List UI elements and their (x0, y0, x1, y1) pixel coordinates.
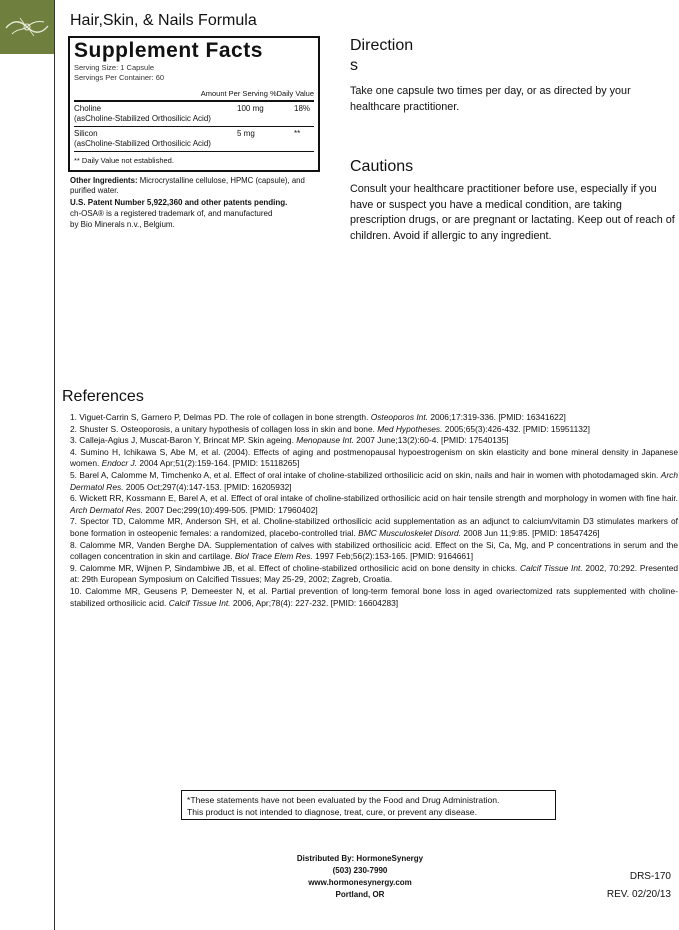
supplement-facts-heading: Supplement Facts (74, 39, 263, 62)
reference-item: 9. Calomme MR, Wijnen P, Sindambiwe JB, et al. Effect of choline-stabilized orthosilicic acid on bone density in chicks. Calcif Tissue Int. 2002, 70:292. Presented at: 29th European Symposium on Calcified Tissues; May 25-29, 2002; Zagreb, Croatia. (70, 562, 679, 585)
reference-item: 5. Barel A, Calomme M, Timchenko A, et al. Effect of oral intake of choline-stabilized orthosilicic acid on skin, nails and hair in women with photodamaged skin. Arch Dermatol Res. 2005 Oct;297(4):147-153. [PMID: 16205932] (70, 469, 678, 492)
reference-item: 10. Calomme MR, Geusens P, Demeester N, et al. Partial prevention of long-term femoral bone loss in aged ovariectomized rats supplemented with choline-stabilized orthosilicic acid. Calcif Tissue Int. 2006, Apr;78(4): 227-232. [PMID: 16604283] (70, 585, 678, 608)
other-ingredients-label: Other Ingredients: (70, 176, 138, 185)
reference-item: 8. Calomme MR, Vanden Berghe DA. Supplementation of calves with stabilized orthosilicic acid. Effect on the Si, Ca, Mg, and P concentrations in serum and the collagen concentration in skin and cartilage. Biol Trace Elem Res. 1997 Feb;56(2):153-165. [PMID: 9164661] (70, 539, 678, 562)
distributor-website: www.hormonesynergy.com (308, 878, 412, 887)
manufacturer-line: by Bio Minerals n.v., Belgium. (70, 220, 175, 229)
other-ingredients (70, 176, 320, 196)
disclaimer-line1: *These statements have not been evaluated by the Food and Drug Administration. (187, 795, 500, 805)
reference-item: 2. Shuster S. Osteoporosis, a unitary hypothesis of collagen loss in skin and bone. Med Hypotheses. 2005;65(3):426-432. [PMID: 15951132] (70, 423, 590, 434)
directions-text: Take one capsule two times per day, or as directed by your healthcare practitioner. (350, 85, 631, 113)
document-code: DRS-170 (629, 871, 671, 882)
disclaimer-line2: This product is not intended to diagnose, treat, cure, or prevent any disease. (187, 807, 477, 817)
references-list (70, 412, 678, 609)
product-title: Hair,Skin, & Nails Formula (70, 12, 257, 29)
reference-item: 6. Wickett RR, Kossmann E, Barel A, et al. Effect of oral intake of choline-stabilized orthosilicic acid on hair tensile strength and morphology in women with fine hair. Arch Dermatol Res. 2007 Dec;299(10):499-505. [PMID: 17960402] (70, 493, 678, 515)
other-ingredients-text: Microcrystalline cellulose, HPMC (capsule), and purified water. (70, 176, 305, 195)
serving-size: Serving Size: 1 Capsule (74, 63, 155, 72)
distributor-name: Distributed By: HormoneSynergy (296, 854, 424, 863)
patent-info (70, 197, 320, 230)
nutrient-name: Choline (74, 104, 102, 113)
nutrient-source: (asCholine-Stabilized Orthosilicic Acid) (74, 139, 211, 148)
supplement-facts-panel (68, 36, 320, 172)
nutrient-name: Silicon (74, 129, 98, 138)
fda-disclaimer-box (181, 790, 556, 820)
left-divider (54, 0, 55, 930)
reference-item: 3. Calleja-Agius J, Muscat-Baron Y, Brincat MP. Skin ageing. Menopause Int. 2007 June;13(2):60-4. [PMID: 17540135] (70, 435, 509, 446)
facts-column-header: Amount Per Serving %Daily Value (74, 89, 314, 102)
reference-item: 4. Sumino H, Ichikawa S, Abe M, et al. (2004). Effects of aging and postmenopausal hypoestrogenism on skin elasticity and bone mineral density in Japanese women. Endocr J. 2004 Apr;51(2):159-164. [PMID: 15118265] (70, 446, 678, 469)
directions-heading (350, 36, 413, 76)
servings-per-container: Servings Per Container: 60 (74, 73, 165, 82)
brand-logo (0, 0, 54, 54)
nutrient-amount: 5 mg (237, 129, 255, 138)
reference-item: 1. Viguet-Carrin S, Garnero P, Delmas PD. The role of collagen in bone strength. Osteoporos Int. 2006;17:319-336. [PMID: 16341622] (70, 412, 566, 422)
flourish-icon (0, 0, 54, 54)
daily-value-note: ** Daily Value not established. (74, 156, 174, 165)
document-code-block (607, 868, 671, 904)
references-heading: References (62, 388, 144, 405)
nutrient-daily-value: ** (294, 129, 301, 138)
patent-line: U.S. Patent Number 5,922,360 and other patents pending. (70, 198, 288, 207)
distributor-location: Portland, OR (335, 890, 385, 899)
cautions-heading: Cautions (350, 158, 414, 175)
revision-date: REV. 02/20/13 (606, 889, 671, 900)
nutrient-source: (asCholine-Stabilized Orthosilicic Acid) (74, 114, 211, 123)
reference-item: 7. Spector TD, Calomme MR, Anderson SH, et al. Choline-stabilized orthosilicic acid supplementation as an adjunct to calcium/vitamin D3 stimulates markers of bone formation in osteopenic females: a randomized, placebo-controlled trial. BMC Musculoskelet Disord. 2008 Jun 11;9:85. [PMID: 18547426] (70, 516, 678, 538)
facts-row (74, 127, 314, 152)
cautions-text: Consult your healthcare practitioner before use, especially if you have or suspect you have a medical condition, are taking prescription drugs, or are pregnant or lactating. Keep out of reach of children. Avoid if allergic to any ingredient. (350, 183, 675, 242)
facts-row (74, 102, 314, 127)
directions-heading-line2: s (350, 57, 358, 74)
nutrient-daily-value: 18% (294, 104, 311, 113)
directions-heading-line1: Direction (350, 37, 414, 54)
distributor-phone: (503) 230-7990 (332, 866, 388, 875)
nutrient-amount: 100 mg (237, 104, 264, 113)
trademark-line: ch-OSA® is a registered trademark of, and manufactured (70, 209, 273, 218)
distributor-info (290, 853, 430, 901)
